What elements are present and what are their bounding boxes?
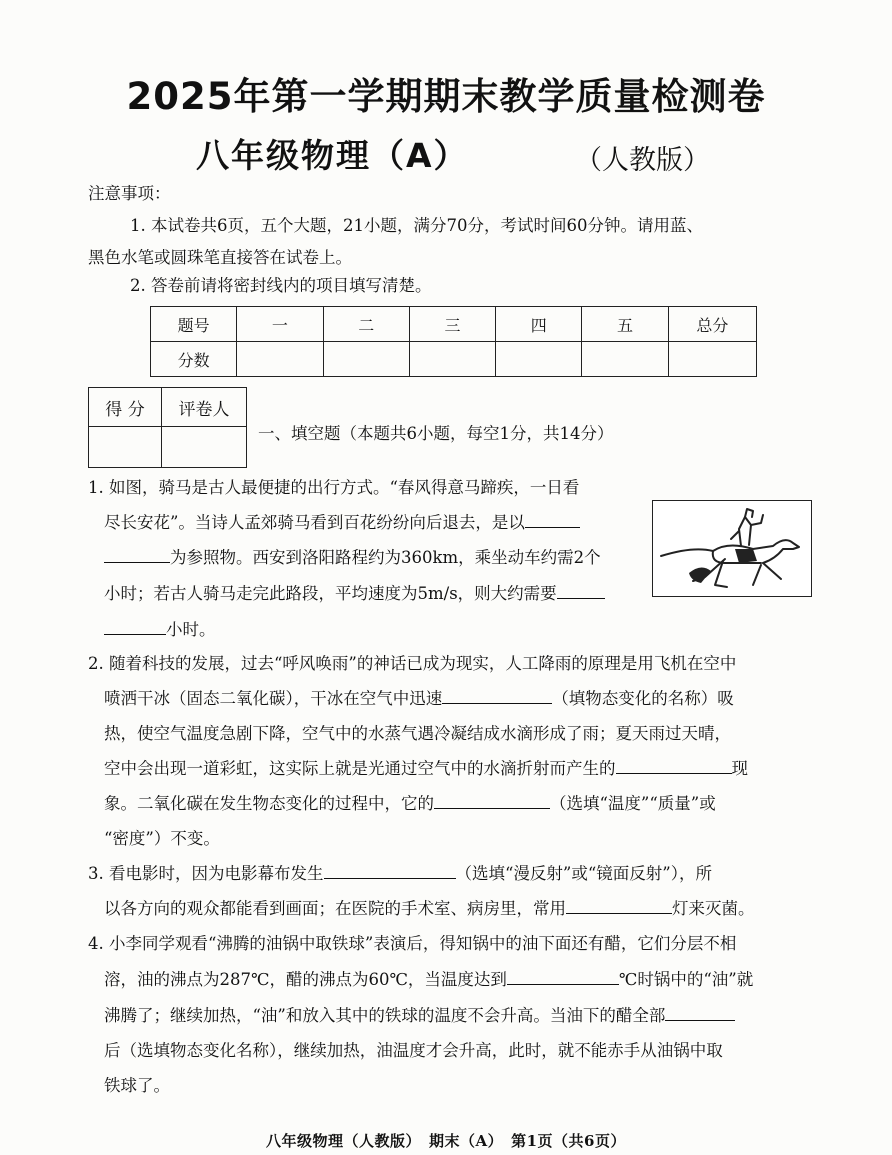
answer-blank[interactable] [442, 687, 552, 704]
q1-text: 小时；若古人骑马走完此路段，平均速度为5m/s，则大约需要 [104, 584, 557, 603]
q1-line-2 [104, 509, 580, 533]
q2-text: （选填“温度”“质量”或 [550, 794, 716, 813]
q4-line-5: 铁球了。 [104, 1076, 170, 1095]
answer-blank[interactable] [566, 897, 672, 914]
score-input-cell[interactable] [237, 342, 323, 377]
q3-text: （选填“漫反射”或“镜面反射”），所 [455, 864, 712, 883]
answer-blank[interactable] [665, 1004, 735, 1021]
answer-blank[interactable] [104, 618, 166, 635]
q1-line-4 [104, 580, 605, 604]
score-table-cell: 二 [323, 307, 409, 342]
q4-text: ℃时锅中的“油”就 [618, 970, 754, 989]
score-table-row-label: 分数 [151, 342, 237, 377]
q1-line-3 [104, 544, 601, 568]
q2-text: 喷洒干冰（固态二氧化碳），干冰在空气中迅速 [104, 689, 443, 708]
score-table-cell: 四 [496, 307, 582, 342]
horse-rider-icon [653, 501, 811, 596]
score-table-score-row [151, 342, 757, 377]
score-input-cell[interactable] [668, 342, 756, 377]
answer-blank[interactable] [104, 546, 170, 563]
q1-line-5 [104, 616, 216, 640]
q1-text: 小时。 [166, 620, 216, 639]
answer-blank[interactable] [507, 968, 619, 985]
score-input-cell[interactable] [323, 342, 409, 377]
q3-text: 以各方向的观众都能看到画面；在医院的手术室、病房里，常用 [104, 899, 566, 918]
q4-line-4: 后（选填物态变化名称），继续加热，油温度才会升高，此时，就不能赤手从油锅中取 [104, 1041, 723, 1060]
score-table-header-row [151, 307, 757, 342]
q2-line-1: 2. 随着科技的发展，过去“呼风唤雨”的神话已成为现实，人工降雨的原理是用飞机在空中 [88, 654, 737, 673]
answer-blank[interactable] [434, 792, 550, 809]
score-table-cell: 三 [409, 307, 495, 342]
q3-line-1 [88, 860, 712, 884]
exam-edition: （人教版） [575, 145, 710, 176]
q2-line-4 [104, 755, 748, 779]
q2-line-6: “密度”）不变。 [104, 829, 220, 848]
notes-item-1-line-1: 1. 本试卷共6页，五个大题，21小题，满分70分，考试时间60分钟。请用蓝、 [130, 216, 703, 235]
grader-score-label: 得 分 [89, 388, 162, 427]
score-table-cell: 题号 [151, 307, 237, 342]
page-footer: 八年级物理（人教版） 期末（A） 第1页（共6页） [265, 1132, 626, 1150]
score-input-cell[interactable] [582, 342, 668, 377]
q3-line-2 [104, 895, 755, 919]
notes-item-1-line-2: 黑色水笔或圆珠笔直接答在试卷上。 [88, 248, 352, 267]
answer-blank[interactable] [525, 511, 580, 528]
exam-title: 2025年第一学期期末教学质量检测卷 [126, 75, 766, 118]
exam-subtitle: 八年级物理（A） [196, 136, 469, 175]
q3-text: 3. 看电影时，因为电影幕布发生 [88, 864, 324, 883]
q4-line-3 [104, 1002, 735, 1026]
q4-line-2 [104, 966, 753, 990]
q4-text: 溶，油的沸点为287℃，醋的沸点为60℃，当温度达到 [104, 970, 507, 989]
q2-line-2 [104, 685, 734, 709]
q2-text: 现 [731, 759, 748, 778]
horse-rider-figure [652, 500, 812, 597]
score-table [150, 306, 757, 377]
notes-heading: 注意事项： [88, 184, 171, 203]
grader-table [88, 387, 247, 468]
grader-name-label: 评卷人 [162, 388, 247, 427]
q1-line-1: 1. 如图，骑马是古人最便捷的出行方式。“春风得意马蹄疾，一日看 [88, 478, 580, 497]
score-input-cell[interactable] [496, 342, 582, 377]
score-table-cell: 一 [237, 307, 323, 342]
q3-text: 灯来灭菌。 [672, 899, 755, 918]
answer-blank[interactable] [324, 862, 456, 879]
q4-line-1: 4. 小李同学观看“沸腾的油锅中取铁球”表演后，得知锅中的油下面还有醋，它们分层不相 [88, 934, 737, 953]
score-input-cell[interactable] [409, 342, 495, 377]
answer-blank[interactable] [616, 757, 732, 774]
q4-text: 沸腾了；继续加热，“油”和放入其中的铁球的温度不会升高。当油下的醋全部 [104, 1006, 666, 1025]
q2-line-5 [104, 790, 716, 814]
grader-name-cell[interactable] [162, 427, 247, 468]
notes-item-2: 2. 答卷前请将密封线内的项目填写清楚。 [130, 276, 432, 295]
grader-score-cell[interactable] [89, 427, 162, 468]
answer-blank[interactable] [557, 582, 605, 599]
q2-text: 象。二氧化碳在发生物态变化的过程中，它的 [104, 794, 434, 813]
q2-text: 空中会出现一道彩虹，这实际上就是光通过空气中的水滴折射而产生的 [104, 759, 616, 778]
score-table-cell: 总分 [668, 307, 756, 342]
section-1-heading: 一、填空题（本题共6小题，每空1分，共14分） [258, 424, 614, 443]
score-table-cell: 五 [582, 307, 668, 342]
q1-text: 为参照物。西安到洛阳路程约为360km，乘坐动车约需2个 [170, 548, 601, 567]
q1-text: 尽长安花”。当诗人孟郊骑马看到百花纷纷向后退去，是以 [104, 513, 525, 532]
q2-text: （填物态变化的名称）吸 [552, 689, 734, 708]
q2-line-3: 热，使空气温度急剧下降，空气中的水蒸气遇冷凝结成水滴形成了雨；夏天雨过天晴， [104, 724, 731, 743]
